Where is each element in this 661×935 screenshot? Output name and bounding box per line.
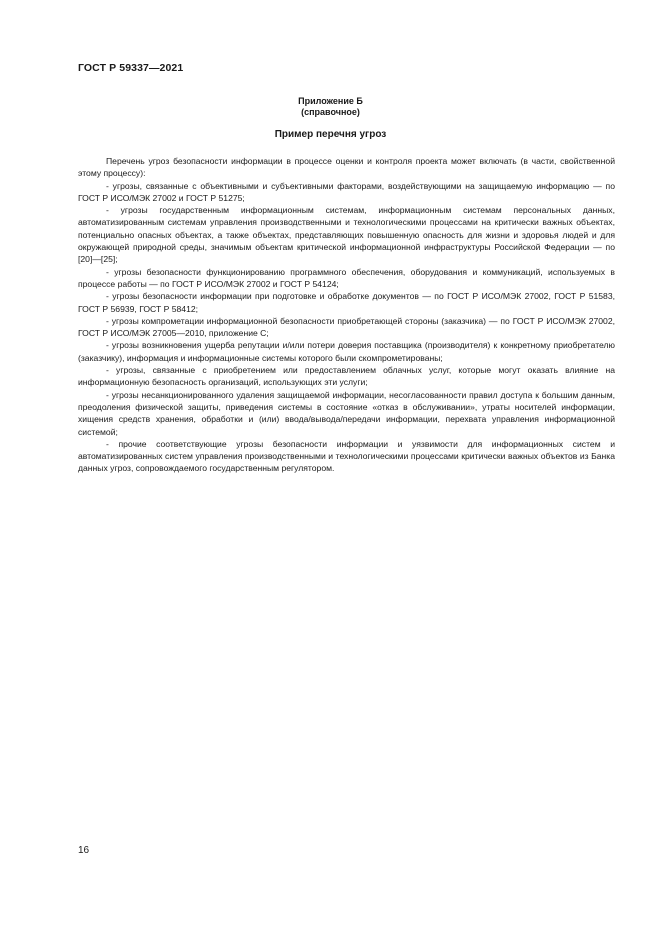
threat-list-item: - угрозы безопасности информации при подготовке и обработке документов — по ГОСТ Р ИСО/МЭК 27002, ГОСТ Р 51583, ГОСТ Р 56939, ГОСТ Р 58412; <box>78 291 615 314</box>
threat-list-item: - угрозы возникновения ущерба репутации и/или потери доверия поставщика (производителя) к конкретному приобретателю (заказчику), информация и информационные системы которого были скомпрометированы; <box>78 340 615 363</box>
threat-list-item: - прочие соответствующие угрозы безопасности информации и уязвимости для информационных систем и автоматизированных систем управления производственными и технологическими процессами критически важных объектов из Банка данных угроз, сопровождаемого государственным регулятором. <box>78 438 615 474</box>
threat-list-item: - угрозы безопасности функционированию программного обеспечения, оборудования и коммуникаций, используемых в процессе работы — по ГОСТ Р ИСО/МЭК 27002 и ГОСТ Р 54124; <box>78 266 615 289</box>
intro-paragraph: Перечень угроз безопасности информации в процессе оценки и контроля проекта может включать (в части, свойственной этому процессу): <box>78 156 615 179</box>
appendix-subtitle: (справочное) <box>301 107 360 117</box>
document-code: ГОСТ Р 59337—2021 <box>78 62 184 74</box>
threat-list-item: - угрозы компрометации информационной безопасности приобретающей стороны (заказчика) — по ГОСТ Р ИСО/МЭК 27002, ГОСТ Р ИСО/МЭК 27005—2010, приложение С; <box>78 315 615 339</box>
threat-list-item: - угрозы несанкционированного удаления защищаемой информации, несогласованности правил доступа к большим данным, преодоления физической защиты, приведения системы в состояние «отказ в обслуживании», утраты носителей информации, хищения средств хранения, обработки и (или) ввода/вывода/передачи информации, перехвата управления информационной системой; <box>78 389 615 437</box>
threat-list-item: - угрозы, связанные с объективными и субъективными факторами, воздействующими на защищаемую информацию — по ГОСТ Р ИСО/МЭК 27002 и ГОСТ Р 51275; <box>78 180 615 203</box>
appendix-title: Приложение Б <box>298 96 363 106</box>
threat-list-item: - угрозы, связанные с приобретением или предоставлением облачных услуг, которые могут оказать влияние на информационную безопасность организаций, использующих эти услуги; <box>78 365 615 388</box>
threat-list-item: - угрозы государственным информационным системам, информационным системам персональных данных, автоматизированным системам управления производственными и технологическими процессами на критически важных объектах, потенциально опасных объектах, а также объектах, представляющих повышенную опасность для жизни и здоровья людей и для окружающей природной среды, значимым объектам критической информационной инфраструктуры Российской Федерации — по [20]—[25]; <box>78 205 615 265</box>
appendix-heading <box>0 96 661 118</box>
page-number: 16 <box>78 845 90 856</box>
body-text <box>78 155 615 475</box>
section-title: Пример перечня угроз <box>274 129 387 140</box>
